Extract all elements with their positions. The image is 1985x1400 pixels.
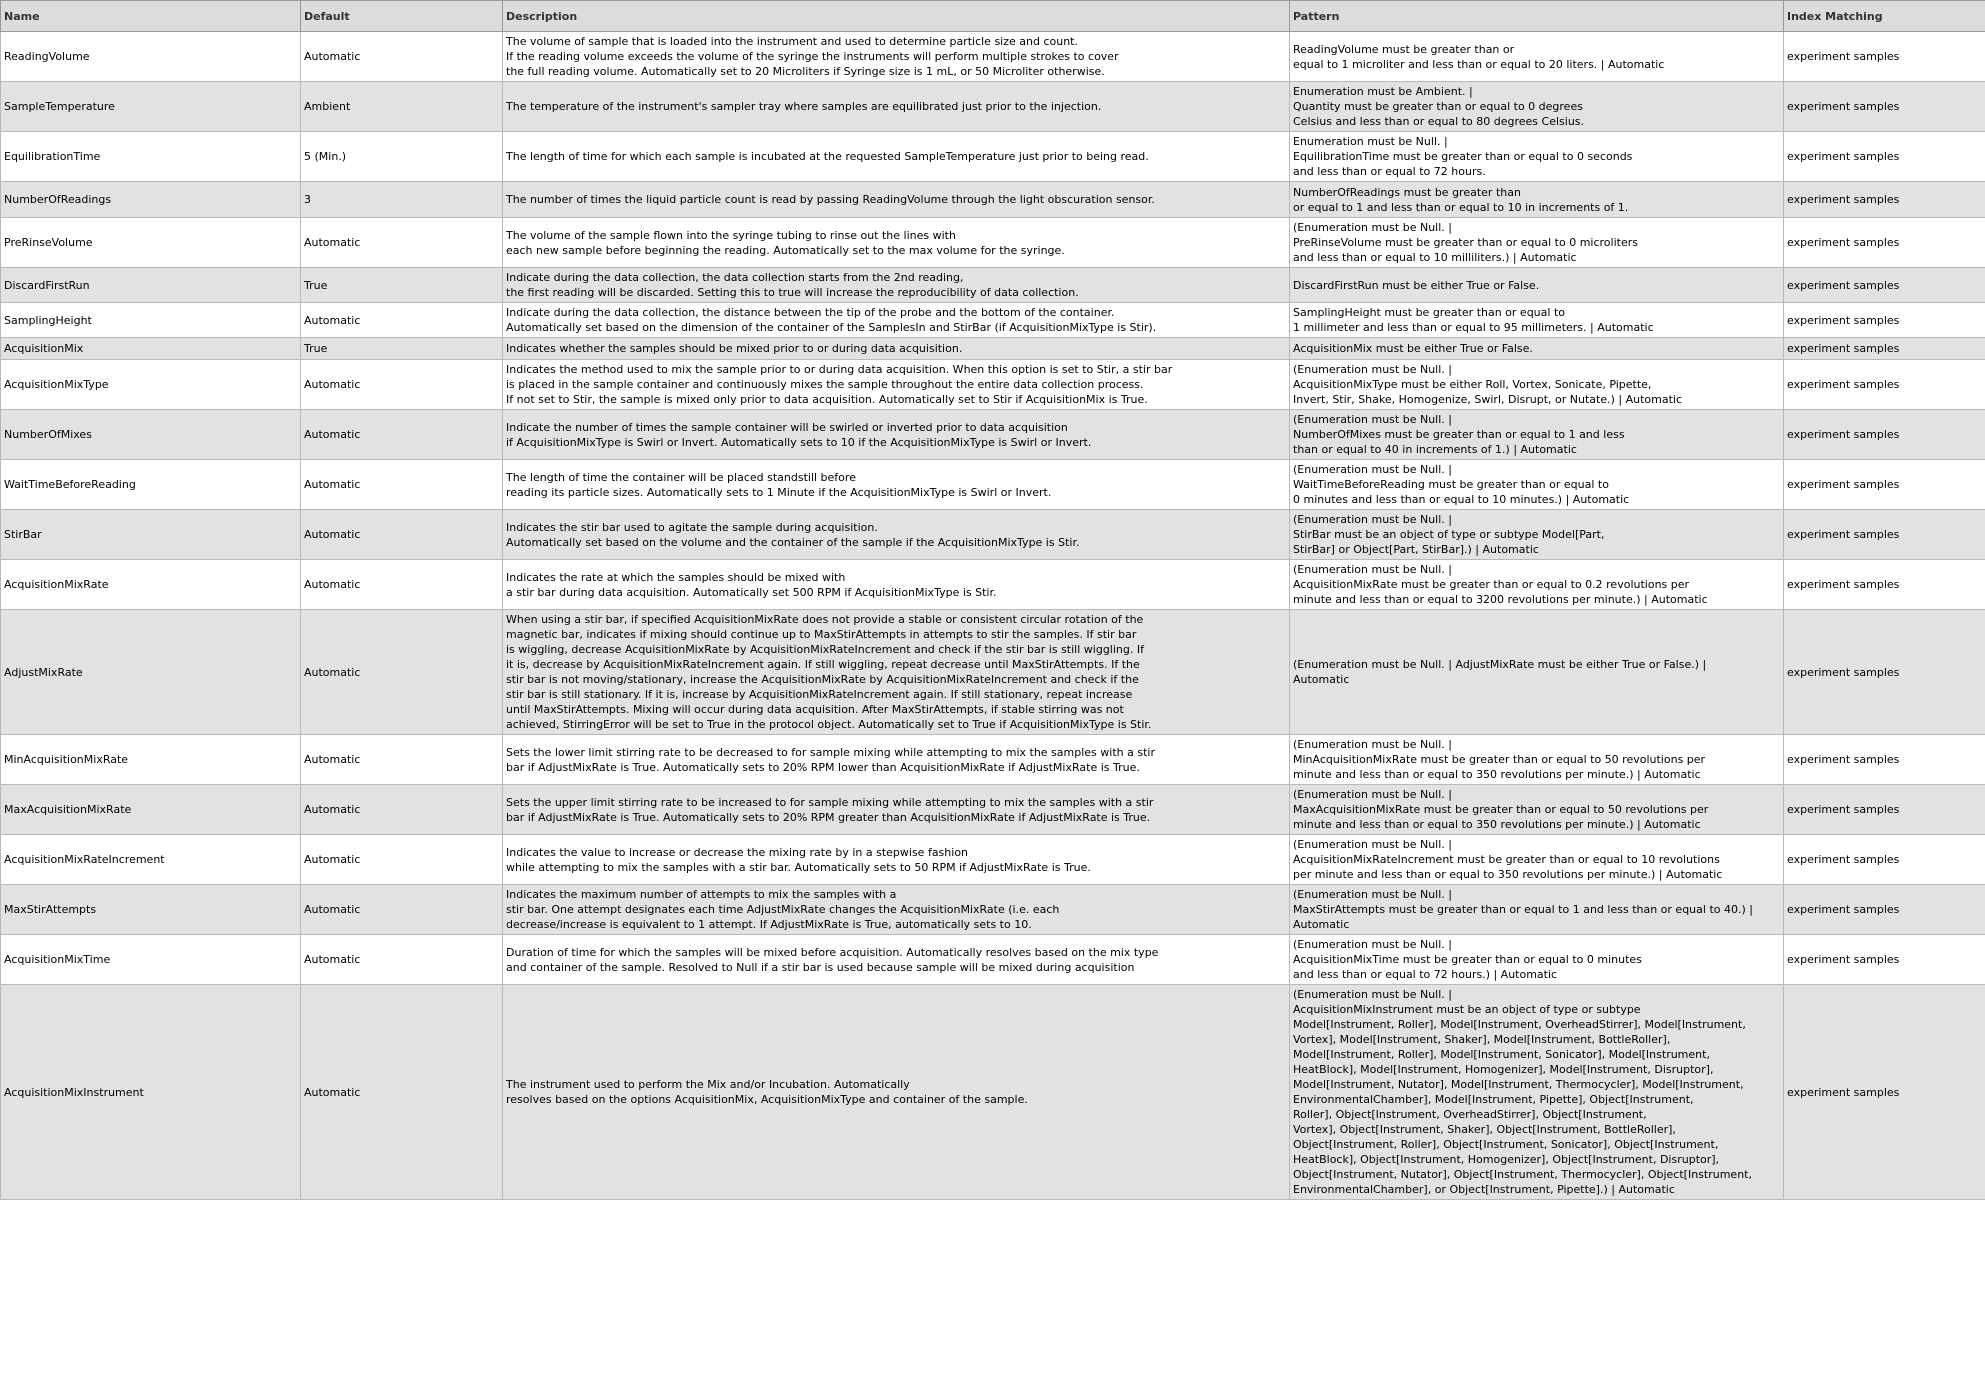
option-default: Automatic [301,785,503,835]
table-row [1,218,1985,268]
option-pattern: SamplingHeight must be greater than or equal to 1 millimeter and less than or equal to 95 millimeters. | Automatic [1290,303,1784,338]
table-row [1,82,1985,132]
option-index-matching: experiment samples [1784,218,1985,268]
option-pattern: AcquisitionMix must be either True or False. [1290,338,1784,360]
option-default: Automatic [301,360,503,410]
option-name: DiscardFirstRun [1,268,301,303]
option-default: Automatic [301,410,503,460]
table-row [1,885,1985,935]
option-pattern: Enumeration must be Null. | EquilibrationTime must be greater than or equal to 0 seconds and less than or equal to 72 hours. [1290,132,1784,182]
option-description: Indicates whether the samples should be mixed prior to or during data acquisition. [503,338,1290,360]
table-row [1,132,1985,182]
option-pattern: (Enumeration must be Null. | NumberOfMixes must be greater than or equal to 1 and less than or equal to 40 in increments of 1.) | Automatic [1290,410,1784,460]
option-description: The instrument used to perform the Mix and/or Incubation. Automatically resolves based on the options AcquisitionMix, AcquisitionMixType and container of the sample. [503,985,1290,1200]
option-description: Indicates the rate at which the samples should be mixed with a stir bar during data acquisition. Automatically set 500 RPM if AcquisitionMixType is Stir. [503,560,1290,610]
header-default: Default [301,1,503,32]
option-name: SampleTemperature [1,82,301,132]
option-name: AcquisitionMixType [1,360,301,410]
option-name: NumberOfReadings [1,182,301,218]
table-row [1,785,1985,835]
table-body [1,32,1985,1200]
option-description: The volume of sample that is loaded into the instrument and used to determine particle size and count. If the reading volume exceeds the volume of the syringe the instruments will perform multiple strokes to cover the full reading volume. Automatically set to 20 Microliters if Syringe size is 1 mL, or 50 Microliter otherwise. [503,32,1290,82]
option-name: ReadingVolume [1,32,301,82]
table-row [1,460,1985,510]
option-description: Indicate the number of times the sample container will be swirled or inverted prior to data acquisition if AcquisitionMixType is Swirl or Invert. Automatically sets to 10 if the AcquisitionMixType is Swirl or Invert. [503,410,1290,460]
option-name: AcquisitionMix [1,338,301,360]
option-default: 5 (Min.) [301,132,503,182]
table-row [1,510,1985,560]
option-pattern: (Enumeration must be Null. | PreRinseVolume must be greater than or equal to 0 microliters and less than or equal to 10 milliliters.) | Automatic [1290,218,1784,268]
option-description: The length of time the container will be placed standstill before reading its particle sizes. Automatically sets to 1 Minute if the AcquisitionMixType is Swirl or Invert. [503,460,1290,510]
option-pattern: (Enumeration must be Null. | MinAcquisitionMixRate must be greater than or equal to 50 revolutions per minute and less than or equal to 350 revolutions per minute.) | Automatic [1290,735,1784,785]
option-index-matching: experiment samples [1784,303,1985,338]
option-description: When using a stir bar, if specified AcquisitionMixRate does not provide a stable or consistent circular rotation of the magnetic bar, indicates if mixing should continue up to MaxStirAttempts in attempts to stir the samples. If stir bar is wiggling, decrease AcquisitionMixRate by AcquisitionMixRateIncrement and check if the stir bar is still wiggling. If it is, decrease by AcquisitionMixRateIncrement again. If still wiggling, repeat decrease until MaxStirAttempts. If the stir bar is not moving/stationary, increase the AcquisitionMixRate by AcquisitionMixRateIncrement and check if the stir bar is still stationary. If it is, increase by AcquisitionMixRateIncrement again. If still stationary, repeat increase until MaxStirAttempts. Mixing will occur during data acquisition. After MaxStirAttempts, if stable stirring was not achieved, StirringError will be set to True in the protocol object. Automatically set to True if AcquisitionMixType is Stir. [503,610,1290,735]
option-default: 3 [301,182,503,218]
option-description: Indicates the value to increase or decrease the mixing rate by in a stepwise fashion while attempting to mix the samples with a stir bar. Automatically sets to 50 RPM if AdjustMixRate is True. [503,835,1290,885]
table-header [1,1,1985,32]
option-default: Automatic [301,985,503,1200]
option-index-matching: experiment samples [1784,885,1985,935]
option-default: True [301,338,503,360]
header-row [1,1,1985,32]
option-description: The temperature of the instrument's sampler tray where samples are equilibrated just prior to the injection. [503,82,1290,132]
header-name: Name [1,1,301,32]
option-name: StirBar [1,510,301,560]
header-description: Description [503,1,1290,32]
option-index-matching: experiment samples [1784,338,1985,360]
table-row [1,835,1985,885]
option-description: Indicate during the data collection, the data collection starts from the 2nd reading, the first reading will be discarded. Setting this to true will increase the reproducibility of data collection. [503,268,1290,303]
option-index-matching: experiment samples [1784,935,1985,985]
option-pattern: DiscardFirstRun must be either True or False. [1290,268,1784,303]
option-pattern: Enumeration must be Ambient. | Quantity must be greater than or equal to 0 degrees Celsius and less than or equal to 80 degrees Celsius. [1290,82,1784,132]
option-name: EquilibrationTime [1,132,301,182]
option-index-matching: experiment samples [1784,985,1985,1200]
option-description: Indicates the maximum number of attempts to mix the samples with a stir bar. One attempt designates each time AdjustMixRate changes the AcquisitionMixRate (i.e. each decrease/increase is equivalent to 1 attempt. If AdjustMixRate is True, automatically sets to 10. [503,885,1290,935]
option-pattern: NumberOfReadings must be greater than or equal to 1 and less than or equal to 10 in increments of 1. [1290,182,1784,218]
option-name: NumberOfMixes [1,410,301,460]
option-default: Automatic [301,560,503,610]
option-name: AdjustMixRate [1,610,301,735]
option-name: PreRinseVolume [1,218,301,268]
option-description: Indicate during the data collection, the distance between the tip of the probe and the bottom of the container. Automatically set based on the dimension of the container of the SamplesIn and StirBar (if AcquisitionMixType is Stir). [503,303,1290,338]
option-pattern: (Enumeration must be Null. | AcquisitionMixInstrument must be an object of type or subtype Model[Instrument, Roller], Model[Instrument, OverheadStirrer], Model[Instrument, Vortex], Model[Instrument, Shaker], Model[Instrument, BottleRoller], Model[Instrument, Roller], Model[Instrument, Sonicator], Model[Instrument, HeatBlock], Model[Instrument, Homogenizer], Model[Instrument, Disruptor], Model[Instrument, Nutator], Model[Instrument, Thermocycler], Model[Instrument, EnvironmentalChamber], Model[Instrument, Pipette], Object[Instrument, Roller], Object[Instrument, OverheadStirrer], Object[Instrument, Vortex], Object[Instrument, Shaker], Object[Instrument, BottleRoller], Object[Instrument, Roller], Object[Instrument, Sonicator], Object[Instrument, HeatBlock], Object[Instrument, Homogenizer], Object[Instrument, Disruptor], Object[Instrument, Nutator], Object[Instrument, Thermocycler], Object[Instrument, EnvironmentalChamber], or Object[Instrument, Pipette].) | Automatic [1290,985,1784,1200]
option-pattern: (Enumeration must be Null. | AdjustMixRate must be either True or False.) | Automatic [1290,610,1784,735]
option-name: WaitTimeBeforeReading [1,460,301,510]
option-name: SamplingHeight [1,303,301,338]
option-name: MinAcquisitionMixRate [1,735,301,785]
option-description: Indicates the method used to mix the sample prior to or during data acquisition. When this option is set to Stir, a stir bar is placed in the sample container and continuously mixes the sample throughout the entire data collection process. If not set to Stir, the sample is mixed only prior to data acquisition. Automatically set to Stir if AcquisitionMix is True. [503,360,1290,410]
option-default: Automatic [301,885,503,935]
option-name: AcquisitionMixRate [1,560,301,610]
option-default: Automatic [301,303,503,338]
option-description: The length of time for which each sample is incubated at the requested SampleTemperature just prior to being read. [503,132,1290,182]
option-pattern: (Enumeration must be Null. | AcquisitionMixRateIncrement must be greater than or equal to 10 revolutions per minute and less than or equal to 350 revolutions per minute.) | Automatic [1290,835,1784,885]
option-pattern: (Enumeration must be Null. | StirBar must be an object of type or subtype Model[Part, StirBar] or Object[Part, StirBar].) | Automatic [1290,510,1784,560]
option-name: AcquisitionMixTime [1,935,301,985]
option-default: True [301,268,503,303]
table-row [1,338,1985,360]
option-index-matching: experiment samples [1784,32,1985,82]
option-index-matching: experiment samples [1784,132,1985,182]
table-row [1,268,1985,303]
option-pattern: (Enumeration must be Null. | WaitTimeBeforeReading must be greater than or equal to 0 minutes and less than or equal to 10 minutes.) | Automatic [1290,460,1784,510]
option-pattern: (Enumeration must be Null. | AcquisitionMixRate must be greater than or equal to 0.2 revolutions per minute and less than or equal to 3200 revolutions per minute.) | Automatic [1290,560,1784,610]
option-name: AcquisitionMixRateIncrement [1,835,301,885]
option-index-matching: experiment samples [1784,268,1985,303]
option-pattern: (Enumeration must be Null. | AcquisitionMixTime must be greater than or equal to 0 minutes and less than or equal to 72 hours.) | Automatic [1290,935,1784,985]
option-index-matching: experiment samples [1784,610,1985,735]
option-default: Automatic [301,610,503,735]
option-default: Automatic [301,935,503,985]
header-index-matching: Index Matching [1784,1,1985,32]
option-default: Automatic [301,32,503,82]
option-default: Automatic [301,735,503,785]
table-row [1,303,1985,338]
table-row [1,32,1985,82]
table-row [1,410,1985,460]
option-description: Sets the lower limit stirring rate to be decreased to for sample mixing while attempting to mix the samples with a stir bar if AdjustMixRate is True. Automatically sets to 20% RPM lower than AcquisitionMixRate if AdjustMixRate is True. [503,735,1290,785]
table-row [1,735,1985,785]
option-index-matching: experiment samples [1784,560,1985,610]
option-index-matching: experiment samples [1784,82,1985,132]
option-default: Ambient [301,82,503,132]
option-index-matching: experiment samples [1784,835,1985,885]
option-pattern: (Enumeration must be Null. | AcquisitionMixType must be either Roll, Vortex, Sonicate, Pipette, Invert, Stir, Shake, Homogenize, Swirl, Disrupt, or Nutate.) | Automatic [1290,360,1784,410]
option-default: Automatic [301,835,503,885]
table-row [1,985,1985,1200]
option-pattern: (Enumeration must be Null. | MaxStirAttempts must be greater than or equal to 1 and less than or equal to 40.) | Automatic [1290,885,1784,935]
option-index-matching: experiment samples [1784,182,1985,218]
option-index-matching: experiment samples [1784,410,1985,460]
table-row [1,182,1985,218]
option-pattern: (Enumeration must be Null. | MaxAcquisitionMixRate must be greater than or equal to 50 revolutions per minute and less than or equal to 350 revolutions per minute.) | Automatic [1290,785,1784,835]
option-name: MaxStirAttempts [1,885,301,935]
table-row [1,935,1985,985]
option-description: The volume of the sample flown into the syringe tubing to rinse out the lines with each new sample before beginning the reading. Automatically set to the max volume for the syringe. [503,218,1290,268]
option-index-matching: experiment samples [1784,460,1985,510]
option-name: MaxAcquisitionMixRate [1,785,301,835]
option-index-matching: experiment samples [1784,785,1985,835]
table-row [1,560,1985,610]
table-row [1,360,1985,410]
option-pattern: ReadingVolume must be greater than or equal to 1 microliter and less than or equal to 20 liters. | Automatic [1290,32,1784,82]
option-default: Automatic [301,460,503,510]
option-index-matching: experiment samples [1784,735,1985,785]
option-description: Sets the upper limit stirring rate to be increased to for sample mixing while attempting to mix the samples with a stir bar if AdjustMixRate is True. Automatically sets to 20% RPM greater than AcquisitionMixRate if AdjustMixRate is True. [503,785,1290,835]
option-description: The number of times the liquid particle count is read by passing ReadingVolume through the light obscuration sensor. [503,182,1290,218]
option-default: Automatic [301,218,503,268]
option-description: Indicates the stir bar used to agitate the sample during acquisition. Automatically set based on the volume and the container of the sample if the AcquisitionMixType is Stir. [503,510,1290,560]
option-index-matching: experiment samples [1784,510,1985,560]
option-index-matching: experiment samples [1784,360,1985,410]
option-name: AcquisitionMixInstrument [1,985,301,1200]
header-pattern: Pattern [1290,1,1784,32]
option-description: Duration of time for which the samples will be mixed before acquisition. Automatically resolves based on the mix type and container of the sample. Resolved to Null if a stir bar is used because sample will be mixed during acquisition [503,935,1290,985]
table-row [1,610,1985,735]
option-default: Automatic [301,510,503,560]
